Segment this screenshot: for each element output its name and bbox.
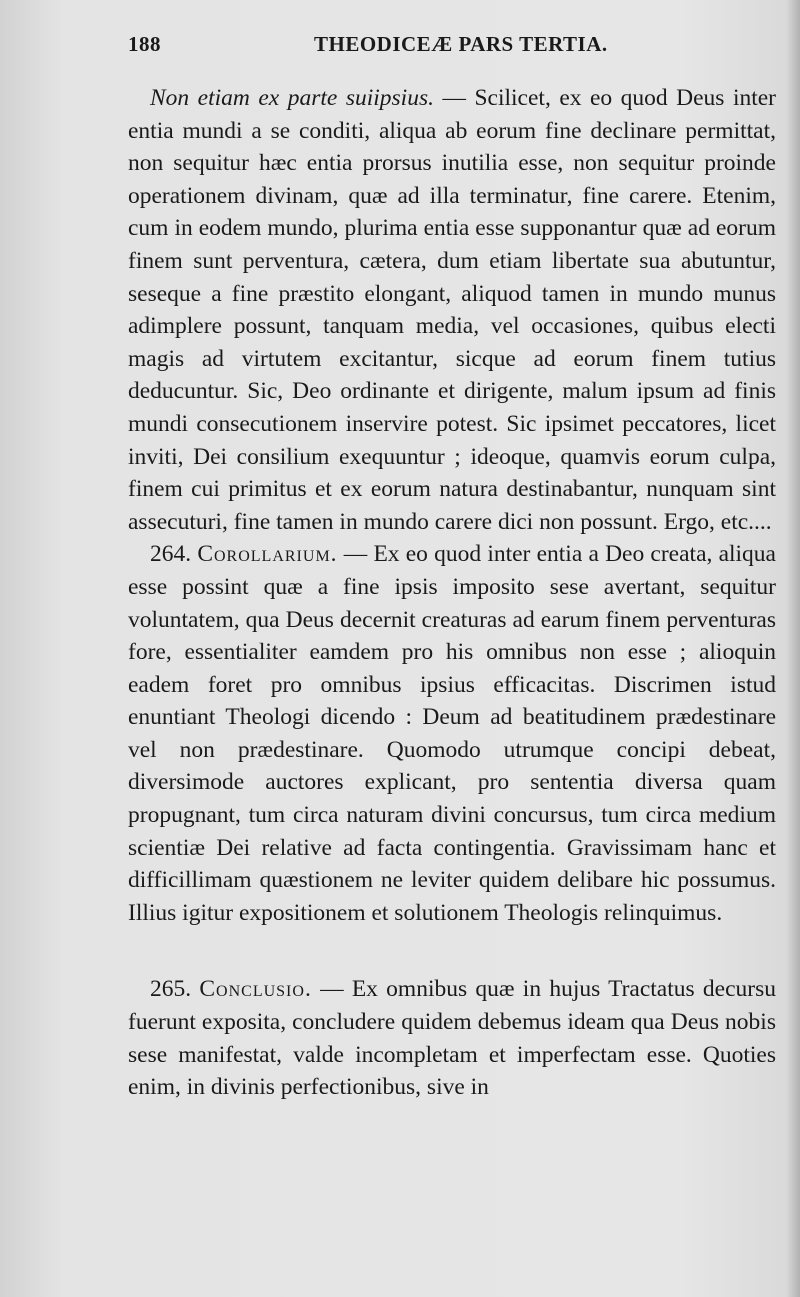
page-edge-shadow [786,0,800,1297]
section-text: — Ex omnibus quæ in hujus Tractatus decursu fuerunt exposita, concludere quidem debemus ideam qua Deus nobis sese manifestat, valde incompletam et imperfectam esse. Quoties enim, in divinis perfectionibus, sive in [128,976,776,1101]
section-number: 264. [150,541,192,568]
section-265 [128,973,776,1103]
section-heading: Corollarium. [197,541,338,568]
page-number: 188 [128,32,161,56]
paragraph-lead-italic: Non etiam ex parte suiipsius. [150,85,434,111]
section-text: — Ex eo quod inter entia a Deo creata, aliqua esse possint quæ a fine ipsis imposito sese avertant, sequitur voluntatem, qua Deus decernit creaturas ad earum finem perventuras fore, essentialiter eamdem pro his omnibus non esse ; alioquin eadem foret pro omnibus ipsius efficacitas. Discrimen istud enuntiant Theologi dicendo : Deum ad beatitudinem prædestinare vel non prædestinare. Quomodo utrumque concipi debeat, diversimode auctores explicant, pro sententia diversa quam propugnant, tum circa naturam divini concursus, tum circa medium scientiæ Dei relative ad facta contingentia. Gravissimam hanc et difficillimam quæstionem ne leviter quidem delibare hic possumus. Illius igitur expositionem et solutionem Theologis relinquimus. [128,541,776,926]
paragraph-non-etiam [128,82,776,538]
running-title: THEODICEÆ PARS TERTIA. [314,32,608,56]
section-264 [128,538,776,929]
running-header [128,32,768,64]
paragraph-text: — Scilicet, ex eo quod Deus inter entia mundi a se conditi, aliqua ab eorum fine declinare permittat, non sequitur hæc entia prorsus inutilia esse, non sequitur proinde operationem divinam, quæ ad illa terminatur, fine carere. Etenim, cum in eodem mundo, plurima entia esse supponantur quæ ad eorum finem sunt perventura, cætera, dum etiam libertate sua abutuntur, seseque a fine præstito elongant, aliquod tamen in mundo munus adimplere possunt, tanquam media, vel occasiones, quibus electi magis ad virtutem excitantur, sicque ad eorum finem tutius deducuntur. Sic, Deo ordinante et dirigente, malum ipsum ad finis mundi consecutionem inservire potest. Sic ipsimet peccatores, licet inviti, Dei consilium exequuntur ; ideoque, quamvis eorum culpa, finem cui primitus et ex eorum natura destinabantur, nunquam sint assecuturi, fine tamen in mundo carere dici non possunt. Ergo, etc.... [128,85,777,535]
section-heading: Conclusio. [199,976,312,1003]
section-gap [128,929,776,973]
page-body [128,82,776,1104]
section-number: 265. [150,976,192,1003]
